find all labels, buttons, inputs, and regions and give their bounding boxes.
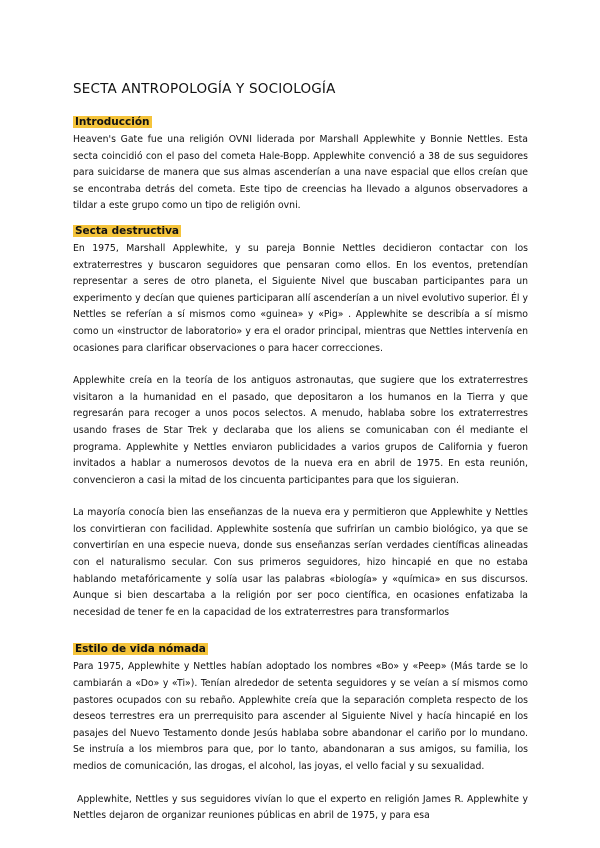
paragraph: Applewhite, Nettles y sus seguidores vivían lo que el experto en religión James R. Applewhite y Nettles dejaron de organizar reuniones públicas en abril de 1975, y para esa (73, 793, 528, 822)
document-body (73, 80, 528, 825)
paragraph: Para 1975, Applewhite y Nettles habían adoptado los nombres «Bo» y «Peep» (Más tarde se lo cambiarán a «Do» y «Ti»). Tenían alrededor de setenta seguidores y se veían a sí mismos como pastores ocupados con su rebaño. Applewhite creía que la separación completa respecto de los deseos terrestres era un prerrequisito para ascender al Siguiente Nivel y hacía hincapié en los pasajes del Nuevo Testamento donde Jesús hablaba sobre abandonar el cariño por lo mundano. Se instruía a los miembros para que, por lo tanto, abandonaran a sus amigos, su familia, los medios de comunicación, las drogas, el alcohol, las joyas, el vello facial y su sexualidad. (73, 661, 528, 772)
section-heading-label: Introducción (75, 116, 150, 128)
paragraph: Heaven's Gate fue una religión OVNI liderada por Marshall Applewhite y Bonnie Nettles. Esta secta coincidió con el paso del cometa Hale-Bopp. Applewhite convenció a 38 de sus seguidores para suicidarse de manera que sus almas ascenderían a una nave espacial que ellos creían que se encontraba detrás del cometa. Este tipo de creencias ha llevado a algunos observadores a tildar a este grupo como un tipo de religión ovni. (73, 134, 528, 212)
paragraph: La mayoría conocía bien las enseñanzas de la nueva era y permitieron que Applewhite y Nettles los convirtieran con facilidad. Applewhite sostenía que sufrirían un cambio biológico, ya que se convertirían en una especie nueva, donde sus enseñanzas serían verdades científicas alineadas con el naturalismo secular. Con sus primeros seguidores, hizo hincapié en que no estaba hablando metafóricamente y solía usar las palabras «biología» y «química» en sus discursos. Aunque si bien descartaba a la religión por ser poco científica, en ocasiones enfatizaba la necesidad de tener fe en la capacidad de los extraterrestres para transformarlos (73, 507, 528, 618)
section-heading-introduccion (73, 112, 528, 130)
section-heading-label: Secta destructiva (75, 224, 180, 237)
section-heading-secta-destructiva (73, 221, 528, 239)
paragraph: En 1975, Marshall Applewhite, y su pareja Bonnie Nettles decidieron contactar con los extraterrestres y buscaron seguidores que pensaran como ellos. En los eventos, pretendían representar a seres de otro planeta, el Siguiente Nivel que buscaban participantes para un experimento y decían que quienes participaran allí ascenderían a un nivel evolutivo superior. Él y Nettles se referían a sí mismos como «guinea» y «Pig» . Applewhite se describía a sí mismo como un «instructor de laboratorio» y era el orador principal, mientras que Nettles intervenía en ocasiones para clarificar observaciones o para hacer correcciones. (73, 242, 528, 354)
document-title: SECTA ANTROPOLOGÍA Y SOCIOLOGÍA (73, 81, 336, 97)
section-heading-label: Estilo de vida nómada (75, 643, 206, 656)
section-heading-estilo-de-vida-nomada (73, 639, 528, 657)
paragraph: Applewhite creía en la teoría de los antiguos astronautas, que sugiere que los extraterrestres visitaron a la humanidad en el pasado, que depositaron a los humanos en la Tierra y que regresarán para recoger a unos pocos selectos. A menudo, hablaba sobre los extraterrestres usando frases de Star Trek y declaraba que los aliens se comunicaban con él mediante el programa. Applewhite y Nettles enviaron publicidades a varios grupos de California y fueron invitados a hablar a numerosos devotos de la nueva era en abril de 1975. En esta reunión, convencieron a casi la mitad de los cincuenta participantes para que los siguieran. (73, 375, 528, 486)
